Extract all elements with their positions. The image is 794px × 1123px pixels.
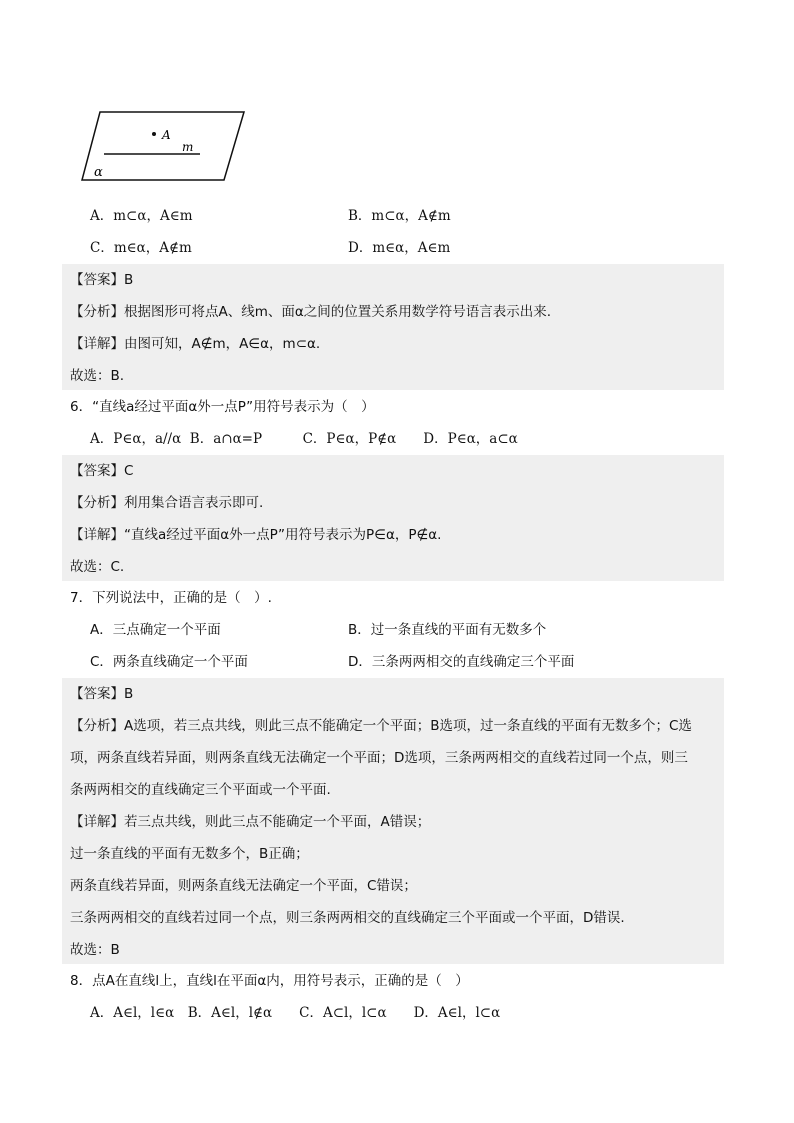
q7-answer: 【答案】B bbox=[70, 686, 134, 702]
q5-option-b: B．m⊂α，A∉m bbox=[348, 208, 451, 224]
q6-options: A．P∈α，a//α B．a∩α=P C．P∈α，P∉α D．P∈α，a⊂α bbox=[90, 431, 518, 447]
q8-options: A．A∈l，l∈α B．A∈l，l∉α C．A⊂l，l⊂α D．A∈l，l⊂α bbox=[90, 1005, 501, 1021]
q5-option-c: C．m∈α，A∉m bbox=[90, 240, 192, 256]
q6-stem: 6．“直线a经过平面α外一点P”用符号表示为（ ） bbox=[70, 399, 375, 415]
q6-solution-box bbox=[62, 455, 724, 581]
q8-stem: 8．点A在直线l上，直线l在平面α内，用符号表示，正确的是（ ） bbox=[70, 973, 469, 989]
plane-parallelogram bbox=[82, 112, 244, 180]
q5-option-a: A．m⊂α，A∈m bbox=[90, 208, 193, 224]
plane-figure bbox=[78, 108, 248, 188]
q5-answer: 【答案】B bbox=[70, 272, 134, 288]
q7-detail-line-4: 三条两两相交的直线若过同一个点，则三条两两相交的直线确定三个平面或一个平面，D错误. bbox=[70, 910, 625, 926]
label-plane-alpha: α bbox=[94, 165, 103, 180]
q7-option-a: A．三点确定一个平面 bbox=[90, 622, 221, 638]
label-point-a: A bbox=[162, 128, 171, 142]
q7-analysis-line-1: 【分析】A选项，若三点共线，则此三点不能确定一个平面；B选项，过一条直线的平面有无数多个；C选 bbox=[70, 718, 692, 734]
q7-option-c: C．两条直线确定一个平面 bbox=[90, 654, 248, 670]
q7-analysis-line-3: 条两两相交的直线确定三个平面或一个平面. bbox=[70, 782, 331, 798]
q7-analysis-line-2: 项，两条直线若异面，则两条直线无法确定一个平面；D选项，三条两两相交的直线若过同一个点，则三 bbox=[70, 750, 688, 766]
q6-answer: 【答案】C bbox=[70, 463, 134, 479]
q7-option-d: D．三条两两相交的直线确定三个平面 bbox=[348, 654, 575, 670]
q5-option-d: D．m∈α，A∈m bbox=[348, 240, 451, 256]
point-a bbox=[152, 132, 156, 136]
q7-detail-line-3: 两条直线若异面，则两条直线无法确定一个平面，C错误； bbox=[70, 878, 417, 894]
q6-analysis: 【分析】利用集合语言表示即可. bbox=[70, 495, 264, 511]
q5-analysis: 【分析】根据图形可将点A、线m、面α之间的位置关系用数学符号语言表示出来. bbox=[70, 304, 552, 320]
q5-choose: 故选：B. bbox=[70, 368, 125, 384]
q7-choose: 故选：B bbox=[70, 942, 120, 958]
q5-detail: 【详解】由图可知，A∉m，A∈α，m⊂α. bbox=[70, 336, 321, 352]
q7-option-b: B．过一条直线的平面有无数多个 bbox=[348, 622, 547, 638]
q7-stem: 7．下列说法中，正确的是（ ）. bbox=[70, 590, 272, 606]
q5-solution-box bbox=[62, 264, 724, 390]
q6-detail: 【详解】“直线a经过平面α外一点P”用符号表示为P∈α，P∉α. bbox=[70, 527, 442, 543]
q6-choose: 故选：C. bbox=[70, 559, 125, 575]
q7-detail-line-1: 【详解】若三点共线，则此三点不能确定一个平面，A错误； bbox=[70, 814, 431, 830]
q7-detail-line-2: 过一条直线的平面有无数多个，B正确； bbox=[70, 846, 309, 862]
label-line-m: m bbox=[182, 140, 194, 154]
